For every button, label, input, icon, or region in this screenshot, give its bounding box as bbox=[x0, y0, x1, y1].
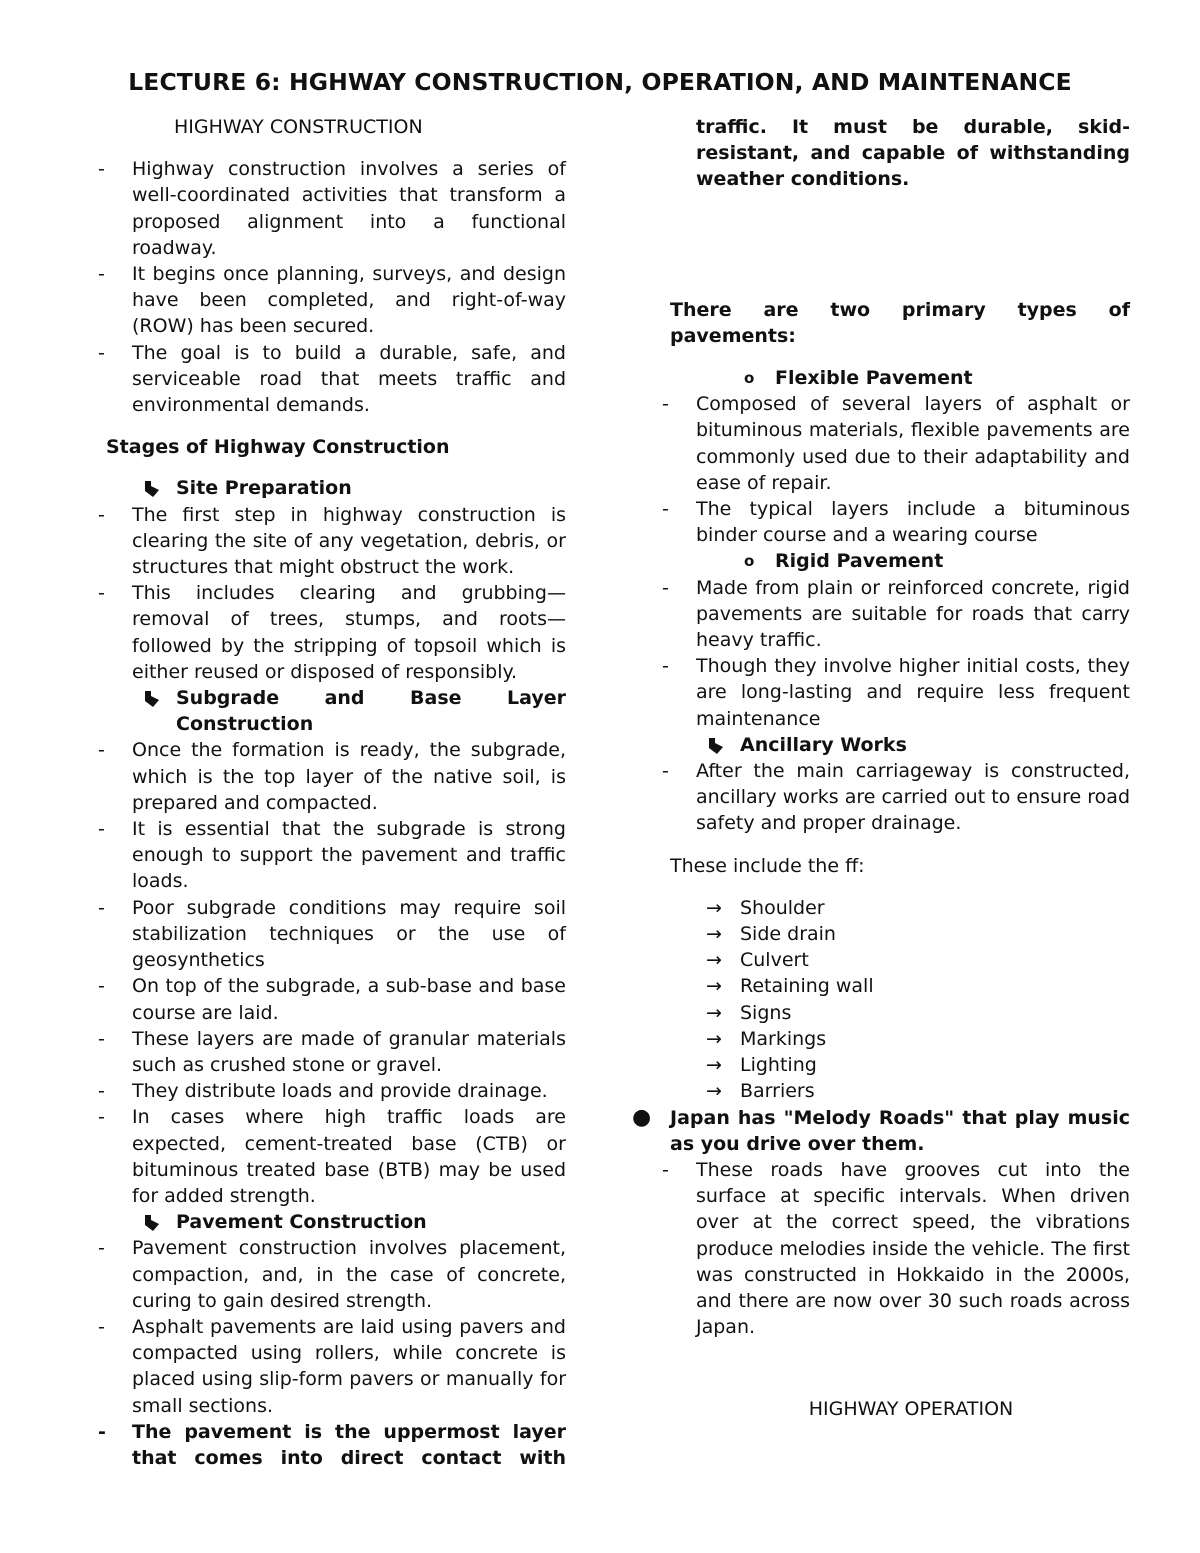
dash-mark: - bbox=[662, 655, 669, 678]
japan-list bbox=[662, 1157, 1130, 1340]
subgrade-list bbox=[98, 737, 566, 1209]
site-preparation-list bbox=[98, 502, 566, 685]
dash-mark: - bbox=[98, 739, 105, 762]
left-column bbox=[98, 114, 566, 1471]
dash-mark: - bbox=[98, 1027, 105, 1050]
site-preparation-heading: Site Preparation bbox=[98, 475, 566, 501]
list-item: - In cases where high traffic loads are expected, cement-treated base (CTB) or bituminous treated base (BTB) may be used for added strength. bbox=[98, 1106, 566, 1207]
right-column bbox=[632, 114, 1130, 1423]
dash-mark: - bbox=[98, 1106, 105, 1129]
continued-text: traffic. It must be durable, skid-resistant, and capable of withstanding weather conditions. bbox=[696, 116, 1130, 191]
list-item: → Culvert bbox=[662, 947, 1130, 973]
dash-mark: - bbox=[98, 503, 105, 526]
bullet-dot-icon: ● bbox=[632, 1104, 652, 1130]
dash-mark: - bbox=[662, 393, 669, 416]
list-item: → Shoulder bbox=[662, 895, 1130, 921]
dash-mark: - bbox=[98, 818, 105, 841]
dash-mark: - bbox=[98, 582, 105, 605]
list-item: - On top of the subgrade, a sub-base and base course are laid. bbox=[98, 975, 566, 1024]
stages-heading: Stages of Highway Construction bbox=[106, 436, 450, 459]
list-item: → Retaining wall bbox=[662, 973, 1130, 999]
arrow-right-icon: → bbox=[706, 923, 722, 946]
page-title: LECTURE 6: HGHWAY CONSTRUCTION, OPERATION, AND MAINTENANCE bbox=[128, 68, 1072, 96]
list-item: - Pavement construction involves placement, compaction, and, in the case of concrete, curing to gain desired strength. bbox=[98, 1237, 566, 1312]
highway-construction-heading: HIGHWAY CONSTRUCTION bbox=[174, 116, 423, 138]
list-item: → Side drain bbox=[662, 921, 1130, 947]
intro-list bbox=[98, 156, 566, 418]
dash-mark: - bbox=[98, 1237, 105, 1260]
dash-mark: - bbox=[98, 896, 105, 919]
list-item: - The typical layers include a bituminous binder course and a wearing course bbox=[662, 498, 1130, 547]
tag-arrow-icon bbox=[142, 1213, 162, 1233]
list-item: - Composed of several layers of asphalt or bituminous materials, flexible pavements are commonly used due to their adaptability and ease of repair. bbox=[662, 393, 1130, 494]
o-bullet-icon: o bbox=[744, 369, 755, 388]
ancillary-works-list bbox=[662, 758, 1130, 837]
list-item: - They distribute loads and provide drainage. bbox=[98, 1078, 566, 1104]
list-item: - The first step in highway construction is clearing the site of any vegetation, debris, or structures that might obstruct the work. bbox=[98, 503, 566, 579]
list-item: - Highway construction involves a series of well-coordinated activities that transform a proposed alignment into a functional roadway. bbox=[98, 158, 566, 259]
dash-mark: - bbox=[98, 158, 105, 181]
arrow-right-icon: → bbox=[706, 896, 722, 919]
dash-mark: - bbox=[662, 760, 669, 783]
list-item-bold: - The pavement is the uppermost layer that comes into direct contact with bbox=[98, 1420, 566, 1469]
list-item: → Barriers bbox=[662, 1078, 1130, 1104]
ancillary-items-list bbox=[662, 895, 1130, 1105]
rigid-pavement-heading: o Rigid Pavement bbox=[662, 548, 1130, 574]
arrow-right-icon: → bbox=[706, 949, 722, 972]
list-item: → Lighting bbox=[662, 1052, 1130, 1078]
dash-mark: - bbox=[662, 576, 669, 599]
list-item: → Markings bbox=[662, 1026, 1130, 1052]
flexible-pavement-list bbox=[662, 391, 1130, 548]
list-item: - Once the formation is ready, the subgrade, which is the top layer of the native soil, is prepared and compacted. bbox=[98, 739, 566, 814]
dash-mark: - bbox=[98, 975, 105, 998]
japan-melody-roads-heading: ● Japan has "Melody Roads" that play music as you drive over them. bbox=[632, 1104, 1130, 1155]
list-item: - Asphalt pavements are laid using pavers and compacted using rollers, while concrete is placed using slip-form pavers or manually for small sections. bbox=[98, 1315, 566, 1417]
pavement-types-heading: There are two primary types of pavements: bbox=[670, 298, 1130, 347]
list-item: - Made from plain or reinforced concrete, rigid pavements are suitable for roads that carry heavy traffic. bbox=[662, 576, 1130, 652]
list-item: - The goal is to build a durable, safe, and serviceable road that meets traffic and environmental demands. bbox=[98, 341, 566, 417]
dash-mark: - bbox=[98, 341, 105, 364]
subgrade-heading: Subgrade and Base Layer Construction bbox=[98, 685, 566, 737]
o-bullet-icon: o bbox=[744, 552, 755, 571]
list-item: - After the main carriageway is constructed, ancillary works are carried out to ensure road safety and proper drainage. bbox=[662, 760, 1130, 835]
dash-mark: - bbox=[662, 1158, 669, 1181]
tag-arrow-icon bbox=[706, 736, 726, 756]
flexible-pavement-heading: o Flexible Pavement bbox=[662, 365, 1130, 391]
dash-mark: - bbox=[662, 498, 669, 521]
pavement-construction-list bbox=[98, 1235, 566, 1471]
arrow-right-icon: → bbox=[706, 1080, 722, 1103]
dash-mark: - bbox=[98, 263, 105, 286]
pavement-construction-heading: Pavement Construction bbox=[98, 1209, 566, 1235]
highway-operation-heading: HIGHWAY OPERATION bbox=[808, 1398, 1014, 1421]
list-item: - It begins once planning, surveys, and design have been completed, and right-of-way (ROW) has been secured. bbox=[98, 263, 566, 338]
dash-mark: - bbox=[98, 1420, 106, 1443]
rigid-pavement-list bbox=[662, 575, 1130, 732]
list-item: → Signs bbox=[662, 1000, 1130, 1026]
tag-arrow-icon bbox=[142, 479, 162, 499]
dash-mark: - bbox=[98, 1080, 105, 1103]
list-item: - This includes clearing and grubbing—removal of trees, stumps, and roots—followed by the stripping of topsoil which is either reused or disposed of responsibly. bbox=[98, 582, 566, 683]
list-item: - These layers are made of granular materials such as crushed stone or gravel. bbox=[98, 1027, 566, 1076]
these-include-text: These include the ff: bbox=[670, 854, 865, 877]
ancillary-works-heading: Ancillary Works bbox=[662, 732, 1130, 758]
tag-arrow-icon bbox=[142, 689, 162, 709]
arrow-right-icon: → bbox=[706, 975, 722, 998]
list-item: - Poor subgrade conditions may require soil stabilization techniques or the use of geosynthetics bbox=[98, 896, 566, 972]
dash-mark: - bbox=[98, 1315, 105, 1338]
arrow-right-icon: → bbox=[706, 1054, 722, 1077]
list-item: - These roads have grooves cut into the surface at specific intervals. When driven over at the correct speed, the vibrations produce melodies inside the vehicle. The first was constructed in Hokkaido in the 2000s, and there are now over 30 such roads across Japan. bbox=[662, 1158, 1130, 1339]
arrow-right-icon: → bbox=[706, 1027, 722, 1050]
list-item: - It is essential that the subgrade is strong enough to support the pavement and traffic loads. bbox=[98, 818, 566, 893]
arrow-right-icon: → bbox=[706, 1001, 722, 1024]
list-item: - Though they involve higher initial costs, they are long-lasting and require less frequent maintenance bbox=[662, 655, 1130, 730]
